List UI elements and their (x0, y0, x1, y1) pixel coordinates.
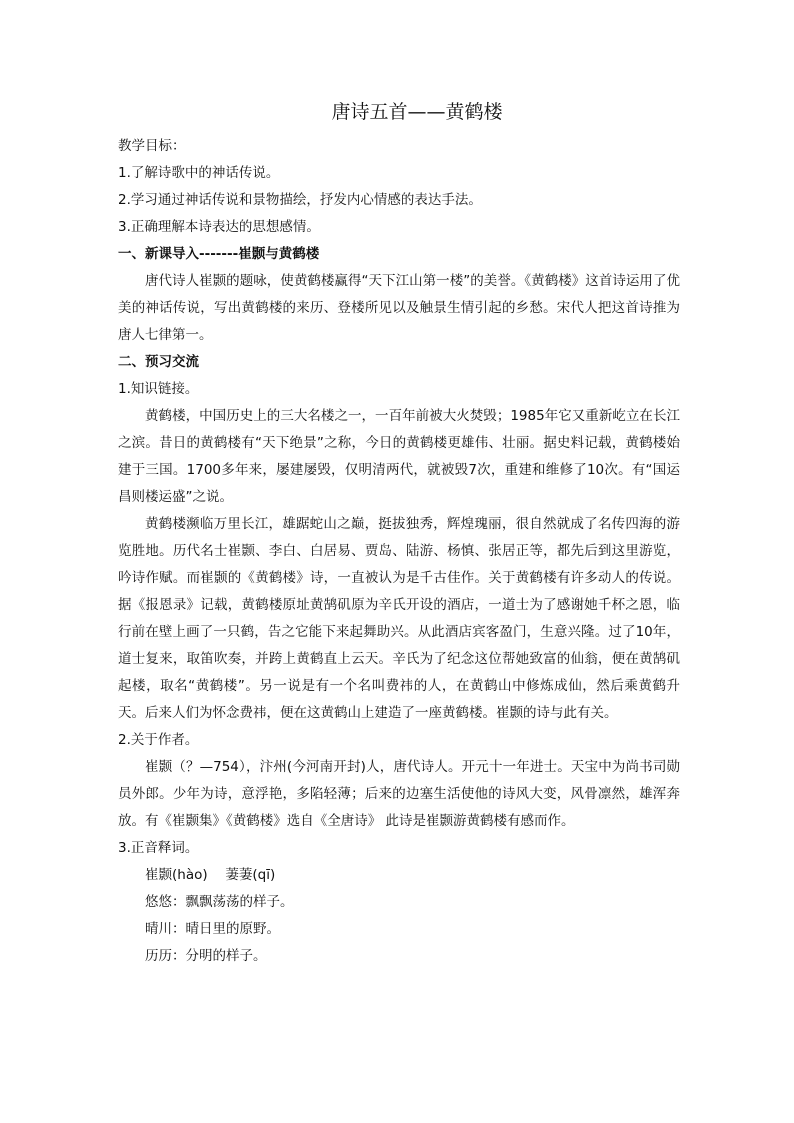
document-body (118, 133, 680, 970)
knowledge-paragraph-1: 黄鹤楼，中国历史上的三大名楼之一，一百年前被大火焚毁；1985年它又重新屹立在长江之滨。昔日的黄鹤楼有“天下绝景”之称，今日的黄鹤楼更雄伟、壮丽。据史料记载，黄鹤楼始建于三国。1700多年来，屡建屡毁，仅明清两代，就被毁7次，重建和维修了10次。有“国运昌则楼运盛”之说。 (118, 408, 680, 505)
pronunciation-item-1: 崔颢(hào) 萋萋(qī) (145, 867, 276, 883)
pronunciation-heading: 3.正音释词。 (118, 840, 199, 856)
objectives-heading: 教学目标： (118, 138, 186, 154)
pronunciation-item-3: 晴川：晴日里的原野。 (145, 921, 280, 937)
page-title: 唐诗五首——黄鹤楼 (331, 101, 503, 123)
knowledge-link-heading: 1.知识链接。 (118, 381, 199, 397)
objective-item-3: 3.正确理解本诗表达的思想感情。 (118, 219, 320, 235)
section-1-paragraph: 唐代诗人崔颢的题咏，使黄鹤楼赢得“天下江山第一楼”的美誉。《黄鹤楼》这首诗运用了优美的神话传说，写出黄鹤楼的来历、登楼所见以及触景生情引起的乡愁。宋代人把这首诗推为唐人七律第一。 (118, 273, 680, 343)
section-2-heading: 二、预习交流 (118, 354, 199, 370)
knowledge-paragraph-2: 黄鹤楼濒临万里长江，雄踞蛇山之巅，挺拔独秀，辉煌瑰丽，很自然就成了名传四海的游览胜地。历代名士崔颢、李白、白居易、贾岛、陆游、杨慎、张居正等，都先后到这里游览，吟诗作赋。而崔颢的《黄鹤楼》诗，一直被认为是千古佳作。关于黄鹤楼有许多动人的传说。据《报恩录》记载，黄鹤楼原址黄鹄矶原为辛氏开设的酒店，一道士为了感谢她千杯之恩，临行前在壁上画了一只鹤，告之它能下来起舞助兴。从此酒店宾客盈门，生意兴隆。过了10年，道士复来，取笛吹奏，并跨上黄鹤直上云天。辛氏为了纪念这位帮她致富的仙翁，便在黄鹄矶起楼，取名“黄鹤楼”。另一说是有一个名叫费祎的人，在黄鹤山中修炼成仙，然后乘黄鹤升天。后来人们为怀念费祎，便在这黄鹤山上建造了一座黄鹤楼。崔颢的诗与此有关。 (118, 516, 680, 721)
author-heading: 2.关于作者。 (118, 732, 199, 748)
objective-item-2: 2.学习通过神话传说和景物描绘，抒发内心情感的表达手法。 (118, 192, 482, 208)
objective-item-1: 1.了解诗歌中的神话传说。 (118, 165, 280, 181)
pronunciation-item-2: 悠悠：飘飘荡荡的样子。 (145, 894, 294, 910)
pronunciation-item-4: 历历：分明的样子。 (145, 948, 267, 964)
section-1-heading: 一、新课导入-------崔颢与黄鹤楼 (118, 246, 320, 262)
author-paragraph: 崔颢（？—754），汴州(今河南开封)人，唐代诗人。开元十一年进士。天宝中为尚书司勋员外郎。少年为诗，意浮艳，多陷轻薄；后来的边塞生活使他的诗风大变，风骨凛然，雄浑奔放。有《崔颢集》《黄鹤楼》选自《全唐诗》 此诗是崔颢游黄鹤楼有感而作。 (118, 759, 680, 829)
